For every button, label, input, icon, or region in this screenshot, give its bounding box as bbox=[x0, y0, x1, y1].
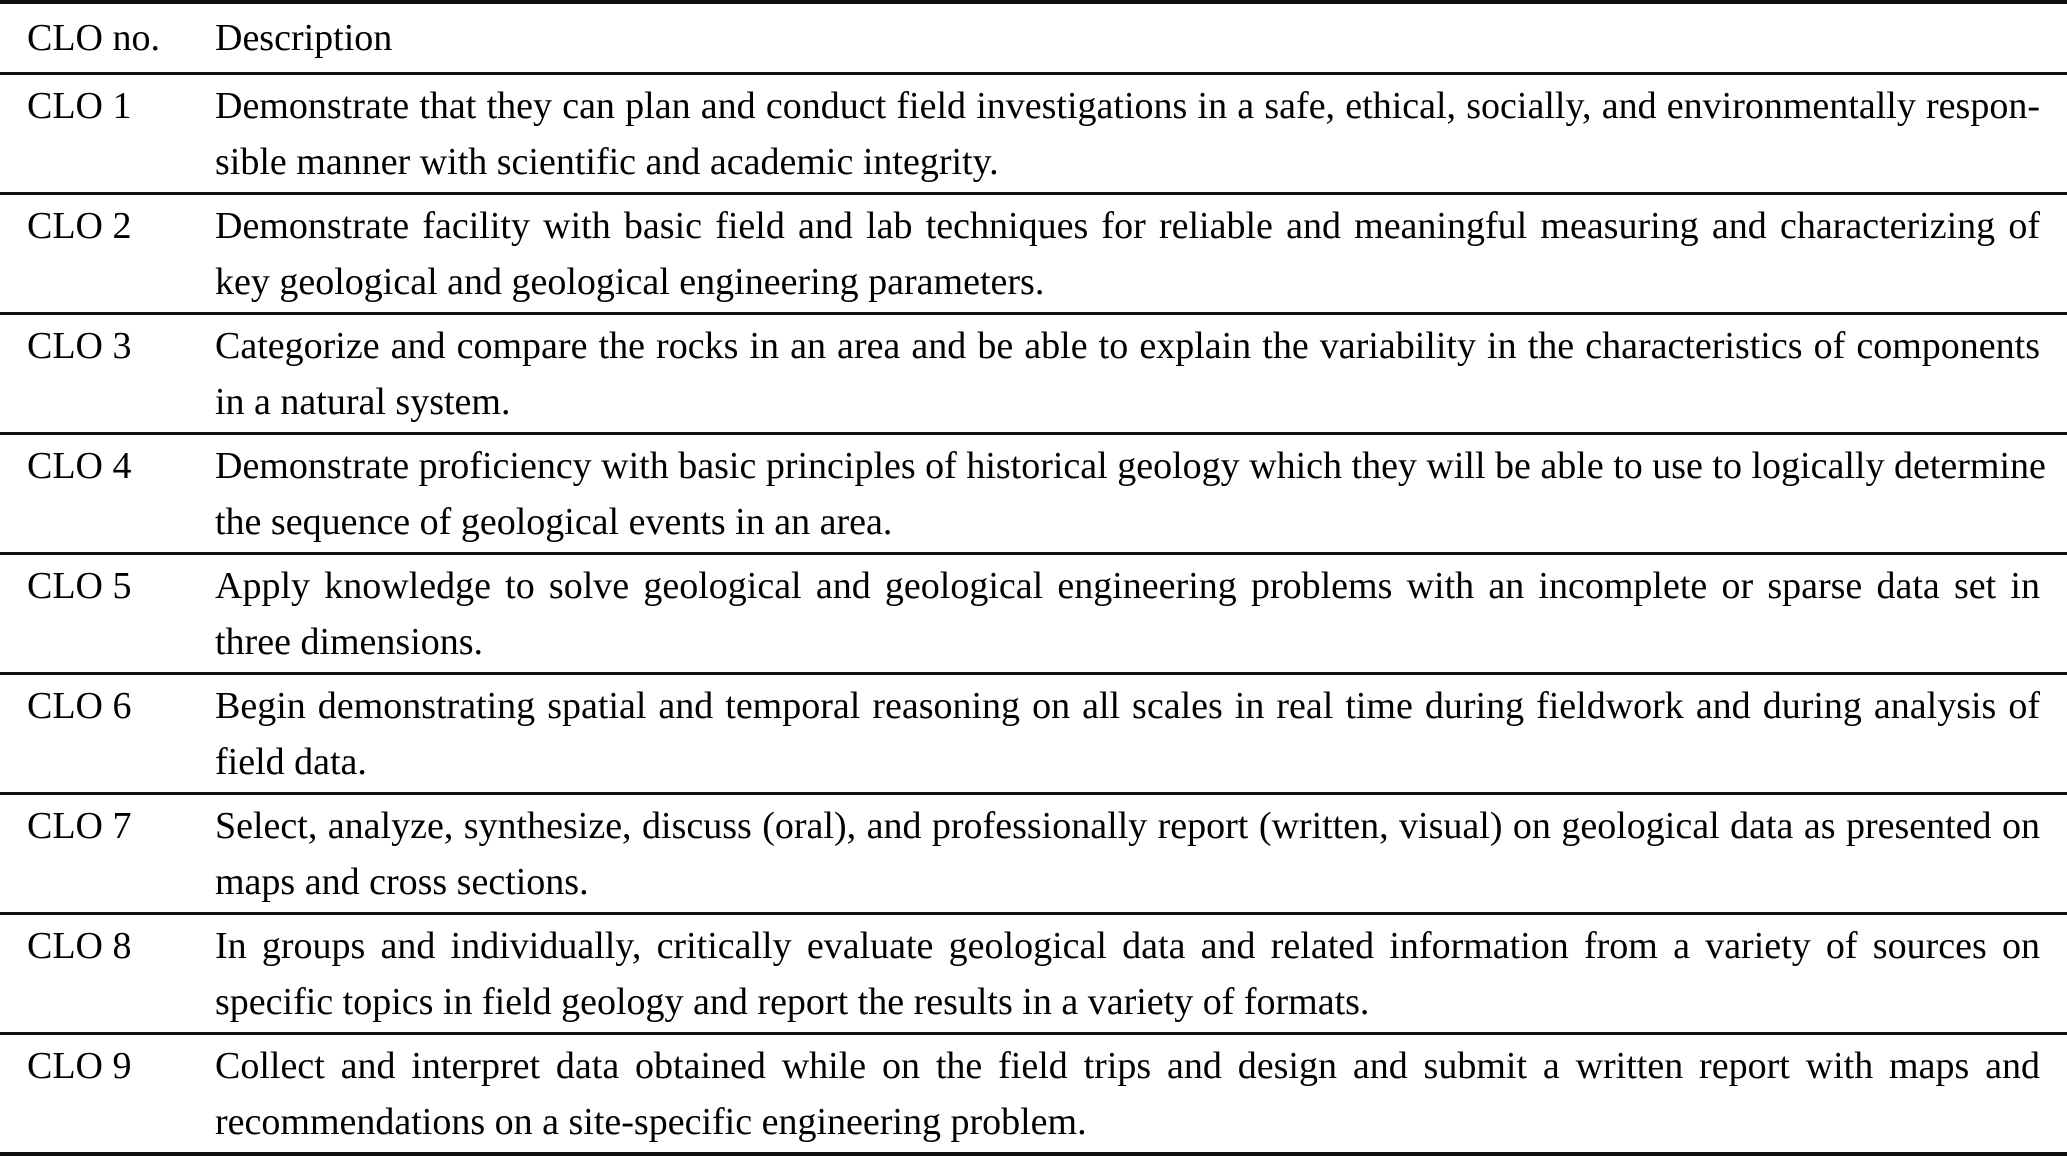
description-line-2: recommendations on a site-specific engineering problem. bbox=[215, 1101, 1087, 1143]
clo-number: CLO 2 bbox=[27, 205, 132, 247]
description-line-1: Begin demonstrating spatial and temporal reasoning on all scales in real time during fieldwork and during analysis of bbox=[215, 685, 2040, 727]
table-row-clo-5 bbox=[0, 555, 2067, 672]
table-row-clo-3 bbox=[0, 315, 2067, 432]
clo-description bbox=[215, 558, 2067, 672]
table-row-clo-8 bbox=[0, 915, 2067, 1032]
column-header-description: Description bbox=[215, 17, 393, 59]
clo-number: CLO 1 bbox=[27, 85, 132, 127]
table-row-clo-1 bbox=[0, 75, 2067, 192]
description-line-1: Categorize and compare the rocks in an area and be able to explain the variability in the characteristics of components bbox=[215, 325, 2040, 367]
clo-number: CLO 4 bbox=[27, 445, 132, 487]
description-line-2: the sequence of geological events in an area. bbox=[215, 501, 893, 543]
clo-number: CLO 6 bbox=[27, 685, 132, 727]
table-row-clo-6 bbox=[0, 675, 2067, 792]
table-header-row bbox=[0, 4, 2067, 72]
description-line-1: Select, analyze, synthesize, discuss (oral), and professionally report (written, visual) on geological data as presented on bbox=[215, 805, 2040, 847]
description-line-1: In groups and individually, critically evaluate geological data and related information from a variety of sources on bbox=[215, 925, 2040, 967]
clo-number: CLO 5 bbox=[27, 565, 132, 607]
description-line-2: in a natural system. bbox=[215, 381, 511, 423]
clo-description bbox=[215, 1038, 2067, 1152]
description-line-1: Demonstrate facility with basic field and lab techniques for reliable and meaningful measuring and characterizing of bbox=[215, 205, 2040, 247]
clo-description bbox=[215, 798, 2067, 912]
description-line-1: Demonstrate proficiency with basic principles of historical geology which they will be able to use to logically determine bbox=[215, 445, 2046, 487]
clo-number: CLO 9 bbox=[27, 1045, 132, 1087]
column-header-clo-no: CLO no. bbox=[27, 17, 160, 59]
description-line-2: maps and cross sections. bbox=[215, 861, 589, 903]
clo-number: CLO 8 bbox=[27, 925, 132, 967]
description-line-1: Demonstrate that they can plan and conduct field investigations in a safe, ethical, socially, and environmentally respon- bbox=[215, 85, 2040, 127]
description-line-1: Apply knowledge to solve geological and geological engineering problems with an incomplete or sparse data set in bbox=[215, 565, 2040, 607]
description-line-2: field data. bbox=[215, 741, 367, 783]
table-row-clo-9 bbox=[0, 1035, 2067, 1152]
clo-description bbox=[215, 678, 2067, 792]
table-row-clo-2 bbox=[0, 195, 2067, 312]
description-line-2: key geological and geological engineering parameters. bbox=[215, 261, 1045, 303]
table-bottom-rule bbox=[0, 1152, 2067, 1156]
clo-description bbox=[215, 918, 2067, 1032]
clo-description bbox=[215, 318, 2067, 432]
description-line-2: sible manner with scientific and academic integrity. bbox=[215, 141, 999, 183]
clo-description bbox=[215, 78, 2067, 192]
description-line-2: three dimensions. bbox=[215, 621, 484, 663]
description-line-1: Collect and interpret data obtained while on the field trips and design and submit a written report with maps and bbox=[215, 1045, 2040, 1087]
description-line-2: specific topics in field geology and report the results in a variety of formats. bbox=[215, 981, 1370, 1023]
clo-description bbox=[215, 438, 2067, 552]
table-row-clo-4 bbox=[0, 435, 2067, 552]
clo-number: CLO 7 bbox=[27, 805, 132, 847]
clo-number: CLO 3 bbox=[27, 325, 132, 367]
table-row-clo-7 bbox=[0, 795, 2067, 912]
clo-description bbox=[215, 198, 2067, 312]
